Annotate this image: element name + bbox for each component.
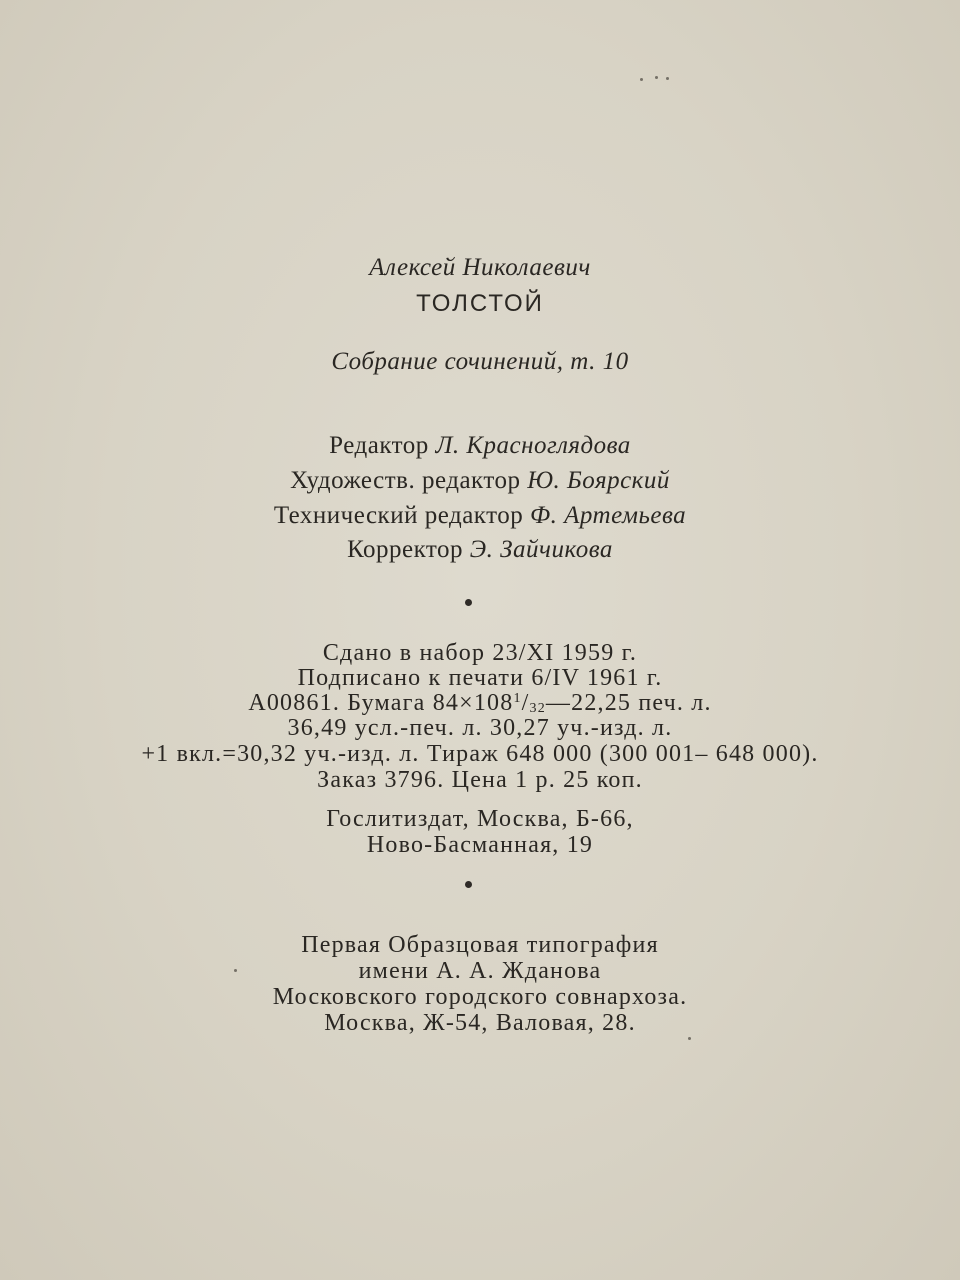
credit-name: Э. Зайчикова bbox=[469, 536, 613, 563]
imprint-paper-frac-den: 32 bbox=[529, 701, 546, 716]
credit-role: Технический редактор bbox=[273, 502, 524, 529]
imprint-print-run: +1 вкл.=30,32 уч.-изд. л. Тираж 648 000 (300 001– 648 000). bbox=[141, 741, 819, 767]
publisher-address-2: Ново-Басманная, 19 bbox=[366, 832, 594, 858]
separator-dot bbox=[465, 881, 472, 888]
credit-proofreader bbox=[0, 536, 960, 564]
imprint-paper-frac-num: 1 bbox=[513, 691, 522, 706]
credit-tech-editor bbox=[0, 502, 960, 530]
author-first-names: Алексей Николаевич bbox=[369, 254, 591, 281]
imprint-sheets: 36,49 усл.-печ. л. 30,27 уч.-изд. л. bbox=[287, 715, 673, 741]
book-title: Собрание сочинений, т. 10 bbox=[331, 348, 629, 375]
imprint-paper-b: —22,25 печ. л. bbox=[545, 690, 712, 716]
printer-line-3: Московского городского совнархоза. bbox=[272, 984, 688, 1010]
credit-role: Редактор bbox=[329, 432, 429, 459]
credit-name: Ф. Артемьева bbox=[529, 502, 687, 529]
imprint-typeset-date: Сдано в набор 23/XI 1959 г. bbox=[322, 640, 638, 666]
paper-speck bbox=[655, 76, 658, 79]
paper-speck bbox=[666, 77, 669, 80]
printer-line-1: Первая Образцовая типография bbox=[301, 932, 659, 958]
imprint-paper: А00861. Бумага $84\times 108^1/32—22,25$ печ. л. bbox=[248, 690, 712, 716]
credit-role: Художеств. редактор bbox=[290, 467, 521, 494]
paper-speck bbox=[640, 78, 643, 81]
credit-art-editor bbox=[0, 467, 960, 495]
credit-role: Корректор bbox=[347, 536, 464, 563]
paper-speck bbox=[688, 1037, 691, 1040]
paper-speck bbox=[234, 969, 237, 972]
imprint-order-price: Заказ 3796. Цена 1 р. 25 коп. bbox=[317, 767, 643, 793]
author-surname: ТОЛСТОЙ bbox=[416, 290, 544, 317]
publisher-address-1: Гослитиздат, Москва, Б-66, bbox=[326, 806, 634, 832]
printer-line-4: Москва, Ж-54, Валовая, 28. bbox=[324, 1010, 636, 1036]
credit-editor bbox=[0, 432, 960, 460]
credit-name: Ю. Боярский bbox=[527, 467, 670, 494]
credit-name: Л. Красноглядова bbox=[435, 432, 631, 459]
printer-line-2: имени А. А. Жданова bbox=[358, 958, 602, 984]
imprint-signed-date: Подписано к печати 6/IV 1961 г. bbox=[297, 665, 663, 691]
separator-dot bbox=[465, 599, 472, 606]
imprint-paper-a: А00861. Бумага 84×108 bbox=[248, 690, 514, 716]
